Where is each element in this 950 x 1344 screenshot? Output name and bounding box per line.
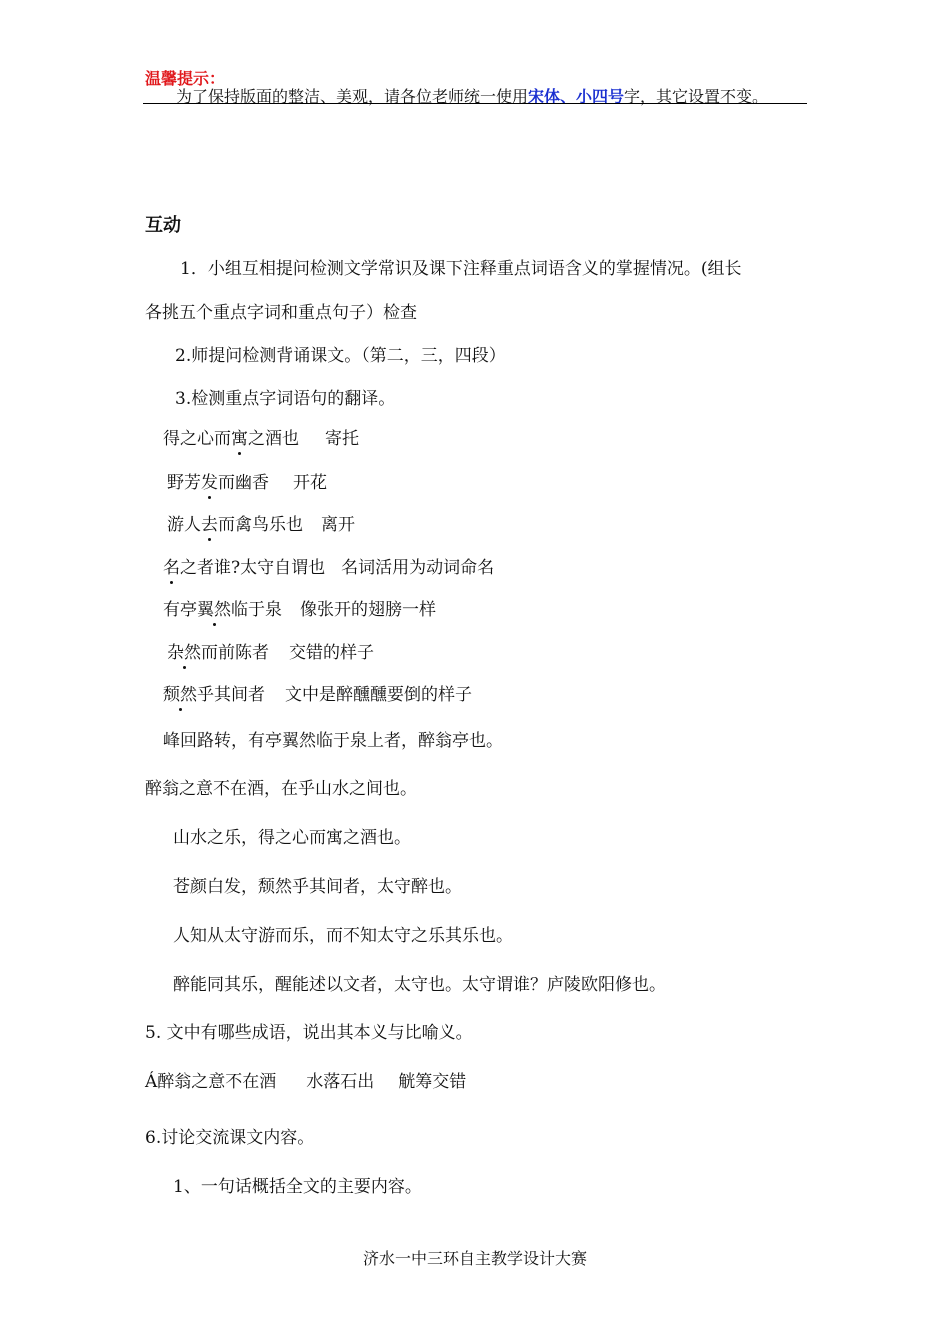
vocab-phrase-post: 临于泉 xyxy=(231,600,282,620)
vocab-gloss: 名词活用为动词命名 xyxy=(341,558,495,578)
vocab-phrase-post: 之酒也 xyxy=(248,429,299,449)
notice-text-after: 字，其它设置不变。 xyxy=(624,87,769,106)
vocab-gloss: 寄托 xyxy=(325,429,359,449)
vocab-gloss: 离开 xyxy=(321,515,355,535)
vocab-key-char: 发 xyxy=(201,468,218,493)
idiom-line xyxy=(145,1067,466,1092)
idiom: 醉翁之意不在酒 xyxy=(157,1072,277,1092)
vocab-row xyxy=(167,510,355,535)
vocab-phrase-pre: 游人 xyxy=(167,515,201,535)
vocab-phrase-post: 而前陈者 xyxy=(201,643,269,663)
sentence: 峰回路转，有亭翼然临于泉上者，醉翁亭也。 xyxy=(163,731,503,751)
vocab-phrase-post: 而幽香 xyxy=(218,473,269,493)
item-5: 5. 文中有哪些成语，说出其本义与比喻义。 xyxy=(145,1023,473,1043)
vocab-key-char: 名 xyxy=(163,553,180,578)
vocab-phrase-pre: 野芳 xyxy=(167,473,201,493)
item-1-line-1: 1．小组互相提问检测文学常识及课下注释重点词语含义的掌握情况。(组长 xyxy=(180,259,742,279)
item-1-line-2: 各挑五个重点字词和重点句子）检查 xyxy=(145,303,417,323)
vocab-phrase-pre: 有亭 xyxy=(163,600,197,620)
vocab-gloss: 文中是醉醺醺要倒的样子 xyxy=(285,685,472,705)
vocab-key-char: 去 xyxy=(201,510,218,535)
idiom: 水落石出 xyxy=(306,1072,375,1092)
notice-emphasis: 宋体、小四号 xyxy=(528,87,625,106)
sentence: 人知从太守游而乐，而不知太守之乐其乐也。 xyxy=(173,926,513,946)
item-6: 6.讨论交流课文内容。 xyxy=(145,1128,315,1148)
item-3: 3.检测重点字词语句的翻译。 xyxy=(175,389,396,409)
notice-text-before: 为了保持版面的整洁、美观，请各位老师统一使用 xyxy=(176,87,529,106)
sentence: 醉能同其乐，醒能述以文者，太守也。太守谓谁？庐陵欧阳修也。 xyxy=(173,975,666,995)
sentence: 苍颜白发，颓然乎其间者，太守醉也。 xyxy=(173,877,462,897)
section-title: 互动 xyxy=(145,215,181,236)
vocab-gloss: 开花 xyxy=(293,473,327,493)
item-2: 2.师提问检测背诵课文。（第二，三，四段） xyxy=(175,346,506,366)
vocab-key-char: 翼然 xyxy=(197,595,231,620)
vocab-phrase-post: 之者谁?太守自谓也 xyxy=(180,558,326,578)
vocab-key-char: 寓 xyxy=(231,424,248,449)
vocab-row xyxy=(163,553,494,578)
vocab-row xyxy=(163,680,472,705)
sub-item-1: 1、一句话概括全文的主要内容。 xyxy=(173,1177,422,1197)
idiom: 觥筹交错 xyxy=(398,1072,467,1092)
vocab-row xyxy=(163,595,436,620)
vocab-gloss: 像张开的翅膀一样 xyxy=(300,600,436,620)
vocab-row xyxy=(167,638,374,663)
vocab-phrase-post: 而禽鸟乐也 xyxy=(218,515,303,535)
page-footer: 济水一中三环自主教学设计大赛 xyxy=(362,1249,587,1268)
vocab-key-char: 颓然 xyxy=(163,680,197,705)
idiom-bullet: Á xyxy=(145,1072,158,1092)
header-rule xyxy=(143,103,807,104)
vocab-gloss: 交错的样子 xyxy=(289,643,374,663)
sentence: 山水之乐，得之心而寓之酒也。 xyxy=(173,828,411,848)
vocab-row xyxy=(163,424,359,449)
sentence: 醉翁之意不在酒，在乎山水之间也。 xyxy=(145,779,417,799)
vocab-row xyxy=(167,468,327,493)
vocab-phrase-post: 乎其间者 xyxy=(197,685,265,705)
vocab-key-char: 杂然 xyxy=(167,638,201,663)
vocab-phrase-pre: 得之心而 xyxy=(163,429,231,449)
notice-label: 温馨提示： xyxy=(145,69,226,88)
